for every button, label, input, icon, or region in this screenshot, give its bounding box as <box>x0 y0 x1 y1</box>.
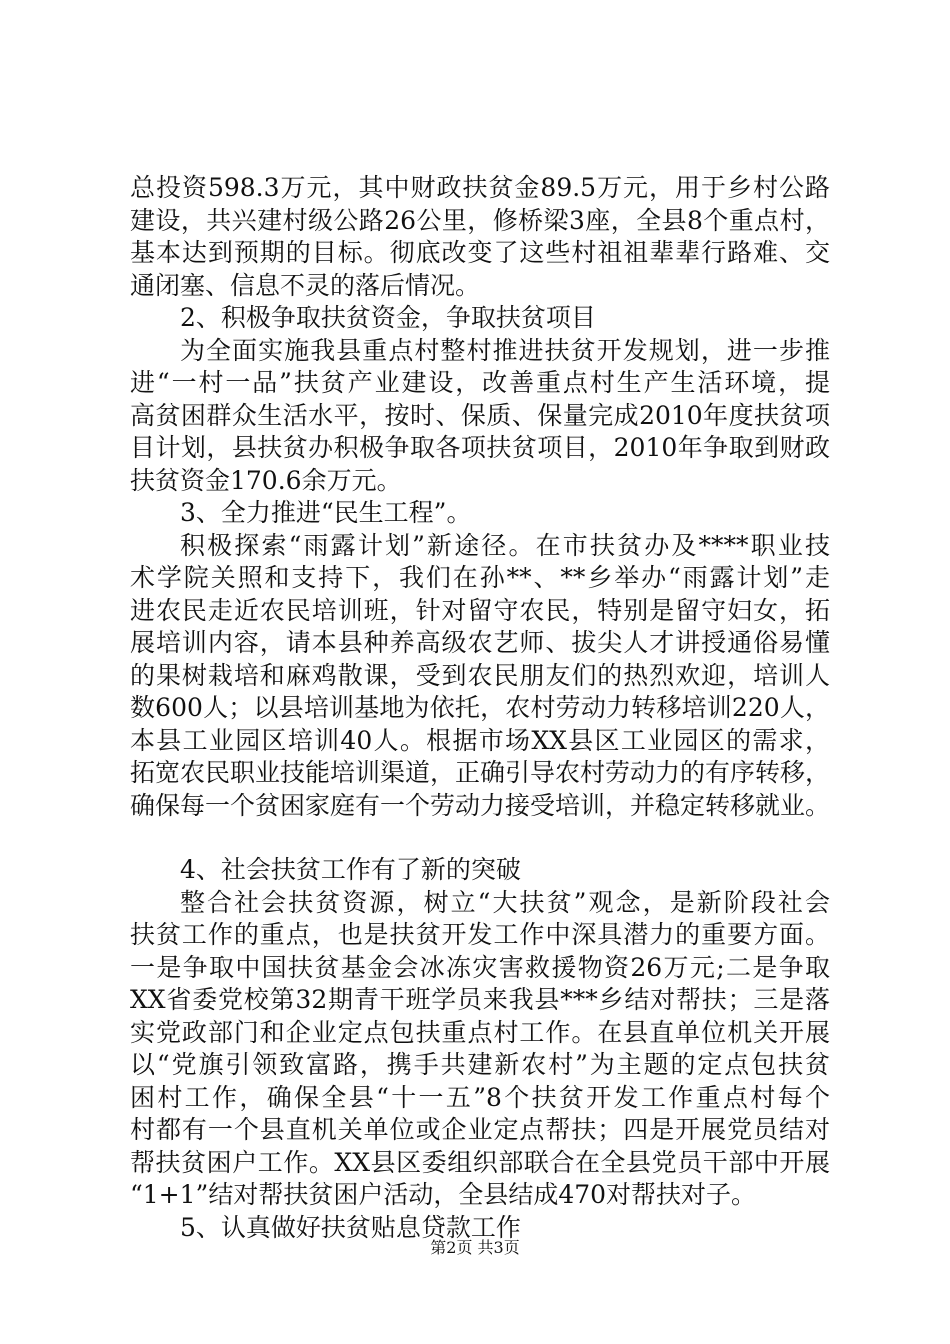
body-text-line: 实党政部门和企业定点包扶重点村工作。在县直单位机关开展 <box>130 1017 830 1047</box>
section-heading: 4、社会扶贫工作有了新的突破 <box>180 855 521 884</box>
body-text-line: 村都有一个县直机关单位或企业定点帮扶；四是开展党员结对 <box>130 1115 830 1144</box>
body-text-line: 展培训内容，请本县种养高级农艺师、拔尖人才讲授通俗易懂 <box>130 628 830 657</box>
body-text-line: 进“一村一品”扶贫产业建设，改善重点村生产生活环境，提 <box>130 368 830 397</box>
body-text-line: “1+1”结对帮扶贫困户活动，全县结成470对帮扶对子。 <box>130 1180 757 1209</box>
page-footer: 第2页 共3页 <box>430 1238 520 1257</box>
body-text-line: 通闭塞、信息不灵的落后情况。 <box>130 270 481 300</box>
body-text-line: 确保每一个贫困家庭有一个劳动力接受培训，并稳定转移就业。 <box>130 790 831 820</box>
body-text-line: 积极探索“雨露计划”新途径。在市扶贫办及****职业技 <box>180 530 830 560</box>
body-text-line: 基本达到预期的目标。彻底改变了这些村祖祖辈辈行路难、交 <box>130 238 830 267</box>
body-text-line: 进农民走近农民培训班，针对留守农民，特别是留守妇女，拓 <box>130 595 830 625</box>
body-text-line: XX省委党校第32期青干班学员来我县***乡结对帮扶；三是落 <box>130 985 830 1014</box>
body-text-line: 扶贫资金170.6余万元。 <box>130 465 402 495</box>
body-text-line: 目计划，县扶贫办积极争取各项扶贫项目，2010年争取到财政 <box>130 433 830 462</box>
body-text-line: 的果树栽培和麻鸡散课，受到农民朋友们的热烈欢迎，培训人 <box>130 660 830 690</box>
body-text-line: 高贫困群众生活水平，按时、保质、保量完成2010年度扶贫项 <box>130 400 830 430</box>
section-heading: 5、认真做好扶贫贴息贷款工作 <box>180 1212 521 1242</box>
body-text-line: 拓宽农民职业技能培训渠道，正确引导农村劳动力的有序转移， <box>130 758 831 787</box>
body-text-line: 本县工业园区培训40人。根据市场XX县区工业园区的需求， <box>130 725 830 755</box>
body-text-line: 建设，共兴建村级公路26公里，修桥梁3座，全县8个重点村， <box>130 205 830 235</box>
body-text-line: 总投资598.3万元，其中财政扶贫金89.5万元，用于乡村公路 <box>130 173 830 202</box>
document-body <box>130 172 830 1244</box>
paragraph-gap <box>130 822 830 854</box>
body-text-line: 困村工作，确保全县“十一五”8个扶贫开发工作重点村每个 <box>130 1082 830 1112</box>
body-text-line: 术学院关照和支持下，我们在孙**、**乡举办“雨露计划”走 <box>130 563 830 592</box>
body-text-line: 帮扶贫困户工作。XX县区委组织部联合在全县党员干部中开展 <box>130 1147 830 1177</box>
body-text-line: 数600人；以县培训基地为依托，农村劳动力转移培训220人， <box>130 693 830 722</box>
section-heading: 3、全力推进“民生工程”。 <box>180 498 472 527</box>
body-text-line: 以“党旗引领致富路，携手共建新农村”为主题的定点包扶贫 <box>130 1050 830 1079</box>
body-text-line: 扶贫工作的重点，也是扶贫开发工作中深具潜力的重要方面。 <box>130 920 830 949</box>
section-heading: 2、积极争取扶贫资金，争取扶贫项目 <box>180 303 596 332</box>
body-text-line: 为全面实施我县重点村整村推进扶贫开发规划，进一步推 <box>180 335 830 365</box>
body-text-line: 整合社会扶贫资源，树立“大扶贫”观念，是新阶段社会 <box>180 887 830 917</box>
body-text-line: 一是争取中国扶贫基金会冰冻灾害救援物资26万元;二是争取 <box>130 952 830 982</box>
